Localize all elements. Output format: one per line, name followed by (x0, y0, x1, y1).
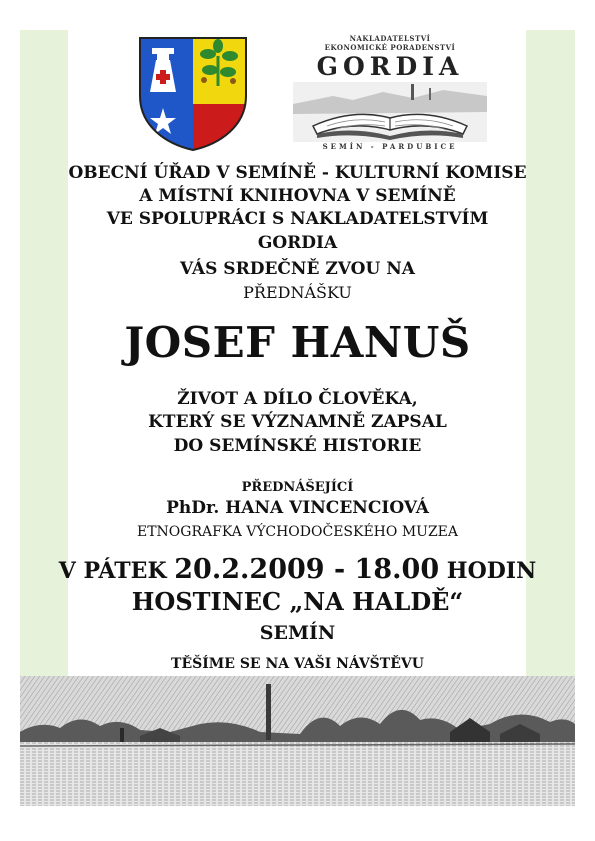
organizer-line-4: GORDIA (257, 233, 338, 253)
speaker-name: PhDr. HANA VINCENCIOVÁ (166, 498, 429, 518)
when-suffix: HODIN (446, 558, 537, 584)
publisher-label-sub: EKONOMICKÉ PORADENSTVÍ (324, 43, 456, 52)
publisher-name: GORDIA (316, 52, 464, 81)
subtitle-line-2: KTERÝ SE VÝZNAMNĚ ZAPSAL (148, 412, 447, 432)
town: SEMÍN (259, 622, 336, 644)
coat-of-arms-icon (134, 34, 252, 152)
event-type: PŘEDNÁŠKU (243, 283, 352, 302)
publisher-place: SEMÍN - PARDUBICE (322, 142, 458, 151)
lecture-title: JOSEF HANUŠ (124, 318, 471, 367)
speaker-label: PŘEDNÁŠEJÍCÍ (241, 480, 354, 495)
speaker-role: ETNOGRAFKA VÝCHODOČESKÉHO MUZEA (136, 524, 459, 540)
invitation-text: VÁS SRDEČNĚ ZVOU NA (180, 259, 415, 279)
venue: HOSTINEC „NA HALDĚ“ (131, 587, 464, 616)
village-landscape-image (20, 676, 575, 806)
publisher-logo (293, 34, 487, 152)
organizer-line-2: A MÍSTNÍ KNIHOVNA V SEMÍNĚ (139, 186, 456, 206)
organizer-line-1: OBECNÍ ÚŘAD V SEMÍNĚ - KULTURNÍ KOMISE (68, 163, 527, 183)
organizer-line-3: VE SPOLUPRÁCI S NAKLADATELSTVÍM (106, 209, 489, 229)
when-date-time: 20.2.2009 - 18.00 (174, 554, 440, 585)
subtitle-line-3: DO SEMÍNSKÉ HISTORIE (173, 436, 422, 456)
subtitle-line-1: ŽIVOT A DÍLO ČLOVĚKA, (177, 389, 418, 409)
when-prefix: V PÁTEK (58, 558, 167, 584)
open-book-icon (293, 82, 487, 142)
event-when (20, 554, 575, 585)
publisher-label-top: NAKLADATELSTVÍ (349, 34, 431, 43)
closing-text: TĚŠÍME SE NA VAŠI NÁVŠTĚVU (171, 656, 424, 672)
